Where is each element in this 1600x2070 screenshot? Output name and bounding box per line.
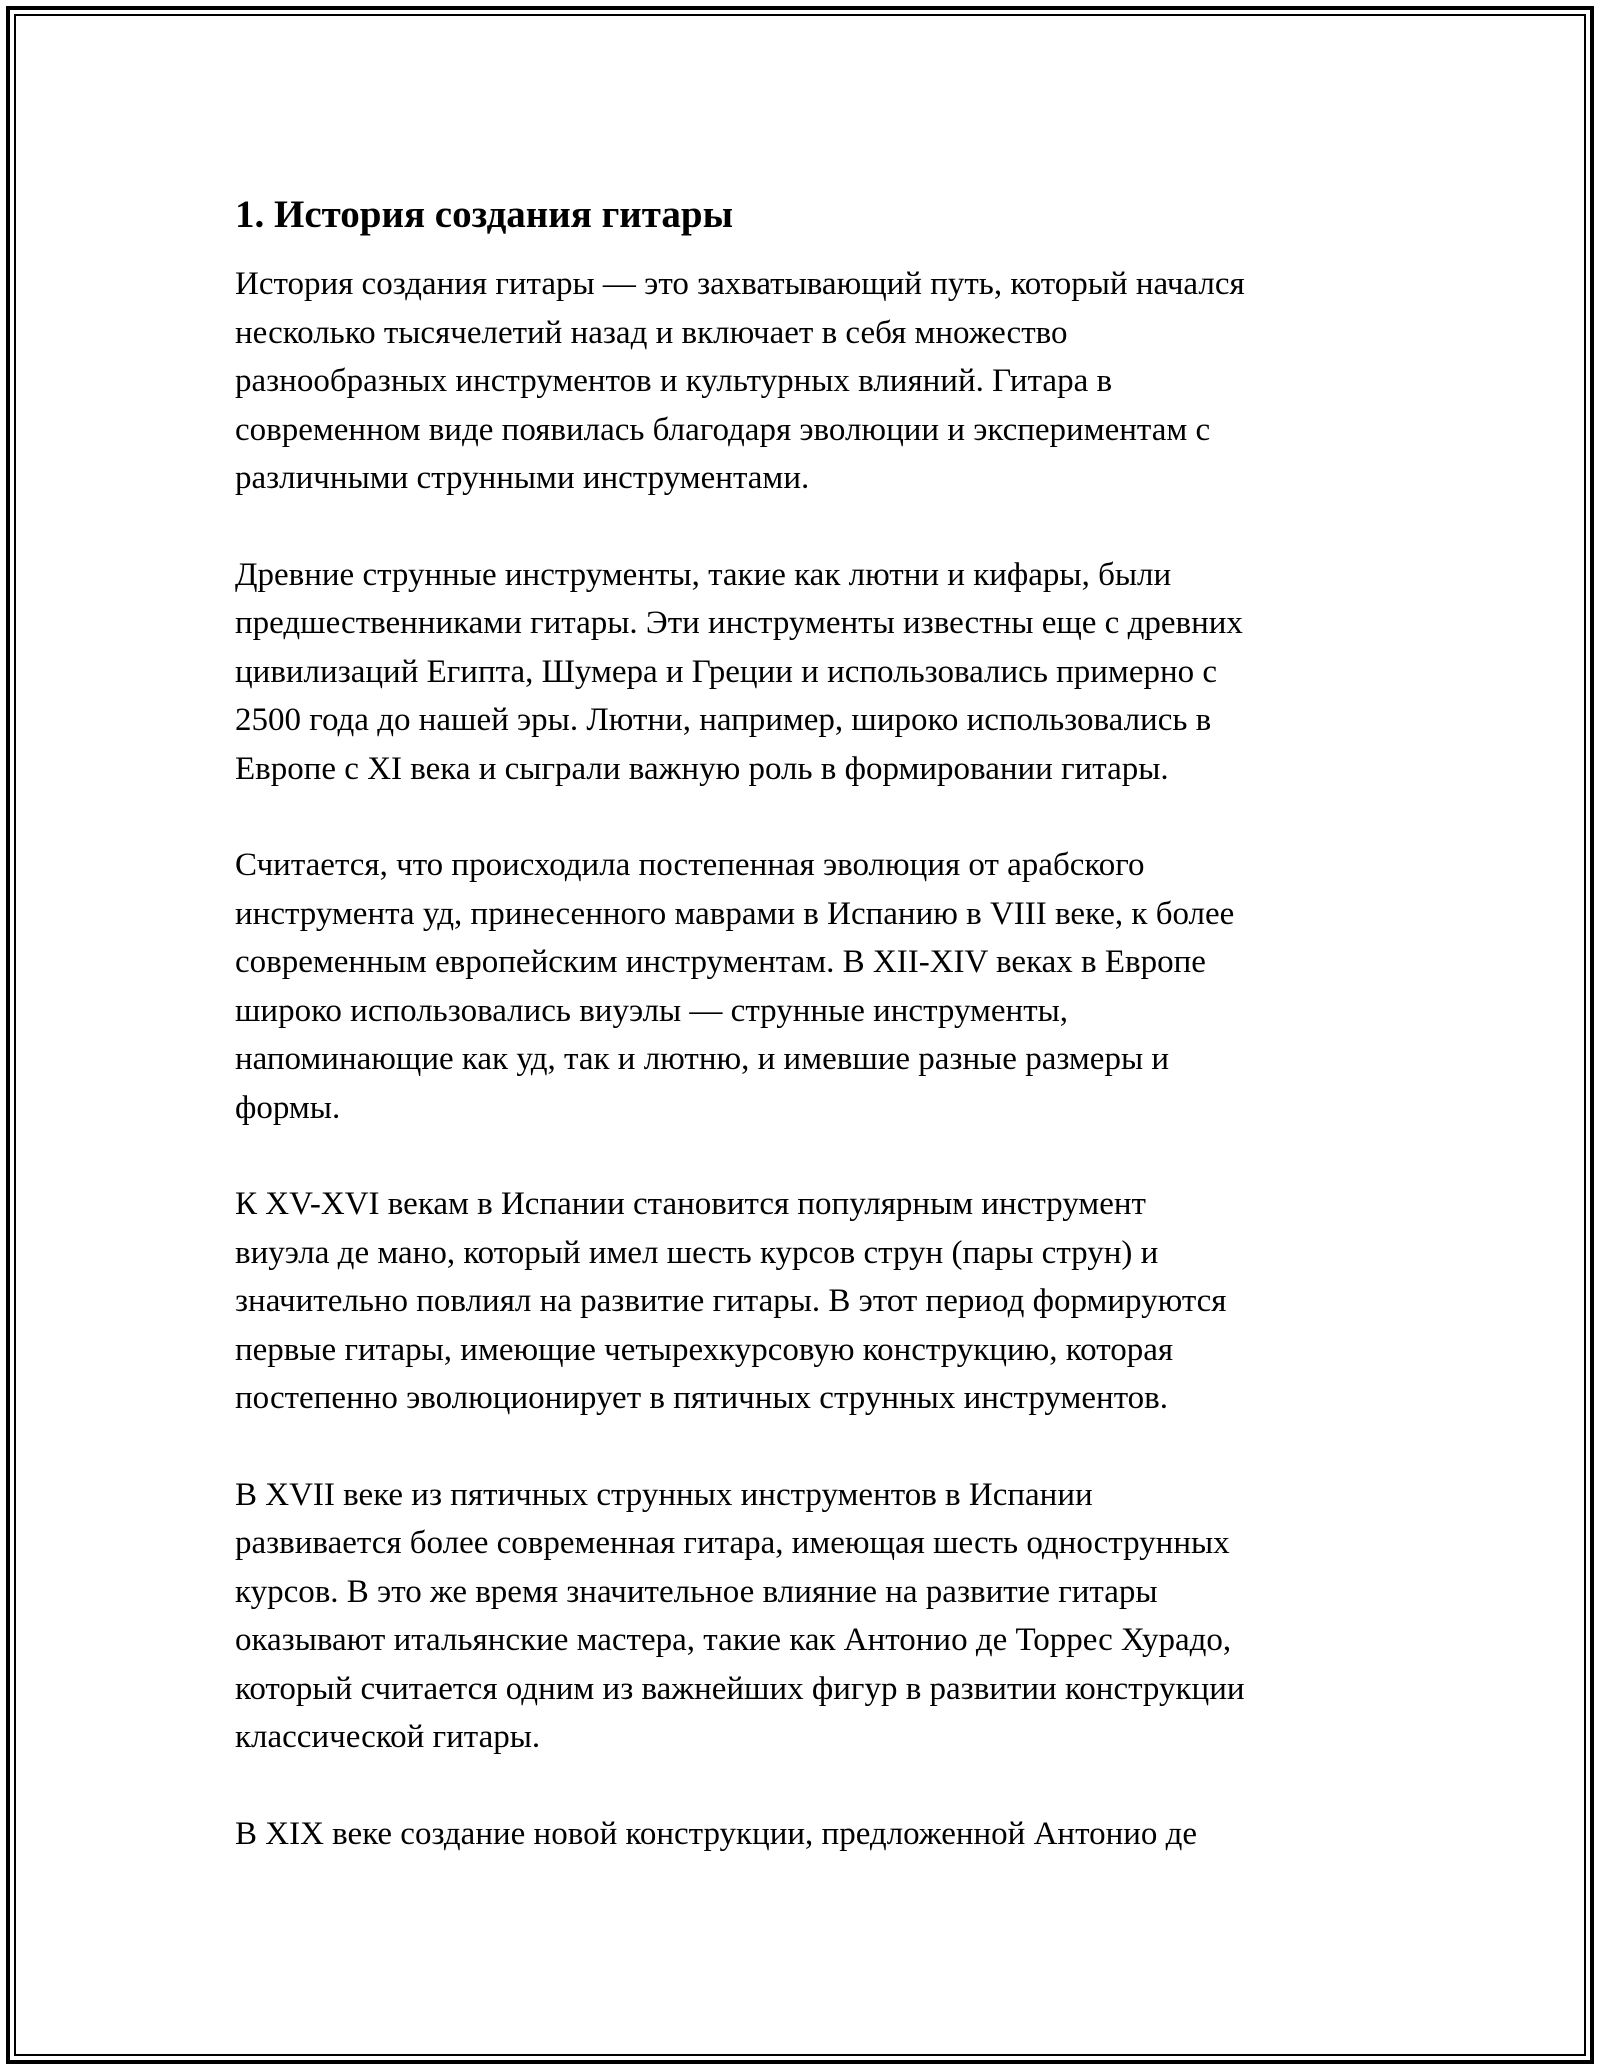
- paragraph-line: К XV-XVI векам в Испании становится популярным инструмент: [235, 1186, 1146, 1222]
- paragraph-line: напоминающие как уд, так и лютню, и имевшие разные размеры и: [235, 1041, 1170, 1077]
- paragraph-line: классической гитары.: [235, 1719, 541, 1755]
- paragraph-line: значительно повлиял на развитие гитары. В этот период формируются: [235, 1283, 1227, 1319]
- paragraph-line: предшественниками гитары. Эти инструменты известны еще с древних: [235, 605, 1243, 641]
- paragraph-intro: [235, 260, 1375, 503]
- paragraph-line: Считается, что происходила постепенная эволюция от арабского: [235, 847, 1145, 883]
- paragraph-vihuela: [235, 1180, 1375, 1423]
- paragraph-line: разнообразных инструментов и культурных влияний. Гитара в: [235, 363, 1113, 399]
- paragraph-line: цивилизаций Египта, Шумера и Греции и использовались примерно с: [235, 653, 1218, 690]
- paragraph-line: инструмента уд, принесенного маврами в Испанию в VIII веке, к более: [235, 895, 1235, 932]
- paragraph-line: различными струнными инструментами.: [235, 460, 810, 496]
- paragraph-line: Древние струнные инструменты, такие как лютни и кифары, были: [235, 556, 1172, 593]
- paragraph-line: который считается одним из важнейших фигур в развитии конструкции: [235, 1670, 1245, 1707]
- paragraph-line: В XVII веке из пятичных струнных инструментов в Испании: [235, 1476, 1093, 1513]
- paragraph-line: несколько тысячелетий назад и включает в себя множество: [235, 314, 1068, 351]
- paragraph-ancient-instruments: [235, 551, 1375, 794]
- section-heading: 1. История создания гитары: [235, 193, 734, 236]
- paragraph-line: 2500 года до нашей эры. Лютни, например, широко использовались в: [235, 702, 1212, 738]
- paragraph-17th-century: [235, 1471, 1375, 1762]
- paragraph-19th-century: [235, 1810, 1375, 1859]
- paragraph-line: широко использовались виуэлы — струнные инструменты,: [235, 992, 1069, 1029]
- paragraph-line: современным европейским инструментам. В XII-XIV веках в Европе: [235, 944, 1206, 980]
- paragraph-line: курсов. В это же время значительное влияние на развитие гитары: [235, 1573, 1158, 1610]
- paragraph-line: История создания гитары — это захватывающий путь, который начался: [235, 266, 1245, 302]
- paragraph-line: формы.: [235, 1089, 341, 1126]
- paragraph-line: оказывают итальянские мастера, такие как Антонио де Торрес Хурадо,: [235, 1622, 1232, 1658]
- paragraph-line: первые гитары, имеющие четырехкурсовую конструкцию, которая: [235, 1331, 1174, 1368]
- paragraph-line: современном виде появилась благодаря эволюции и экспериментам с: [235, 411, 1211, 448]
- paragraph-line: Европе с XI века и сыграли важную роль в формировании гитары.: [235, 750, 1169, 787]
- paragraph-oud-evolution: [235, 841, 1375, 1132]
- paragraph-line: постепенно эволюционирует в пятичных струнных инструментов.: [235, 1380, 1169, 1416]
- paragraph-line: В XIX веке создание новой конструкции, предложенной Антонио де: [235, 1815, 1198, 1852]
- document-body: [235, 190, 1375, 1906]
- paragraph-line: виуэла де мано, который имел шесть курсов струн (пары струн) и: [235, 1234, 1159, 1271]
- paragraph-line: развивается более современная гитара, имеющая шесть однострунных: [235, 1525, 1230, 1561]
